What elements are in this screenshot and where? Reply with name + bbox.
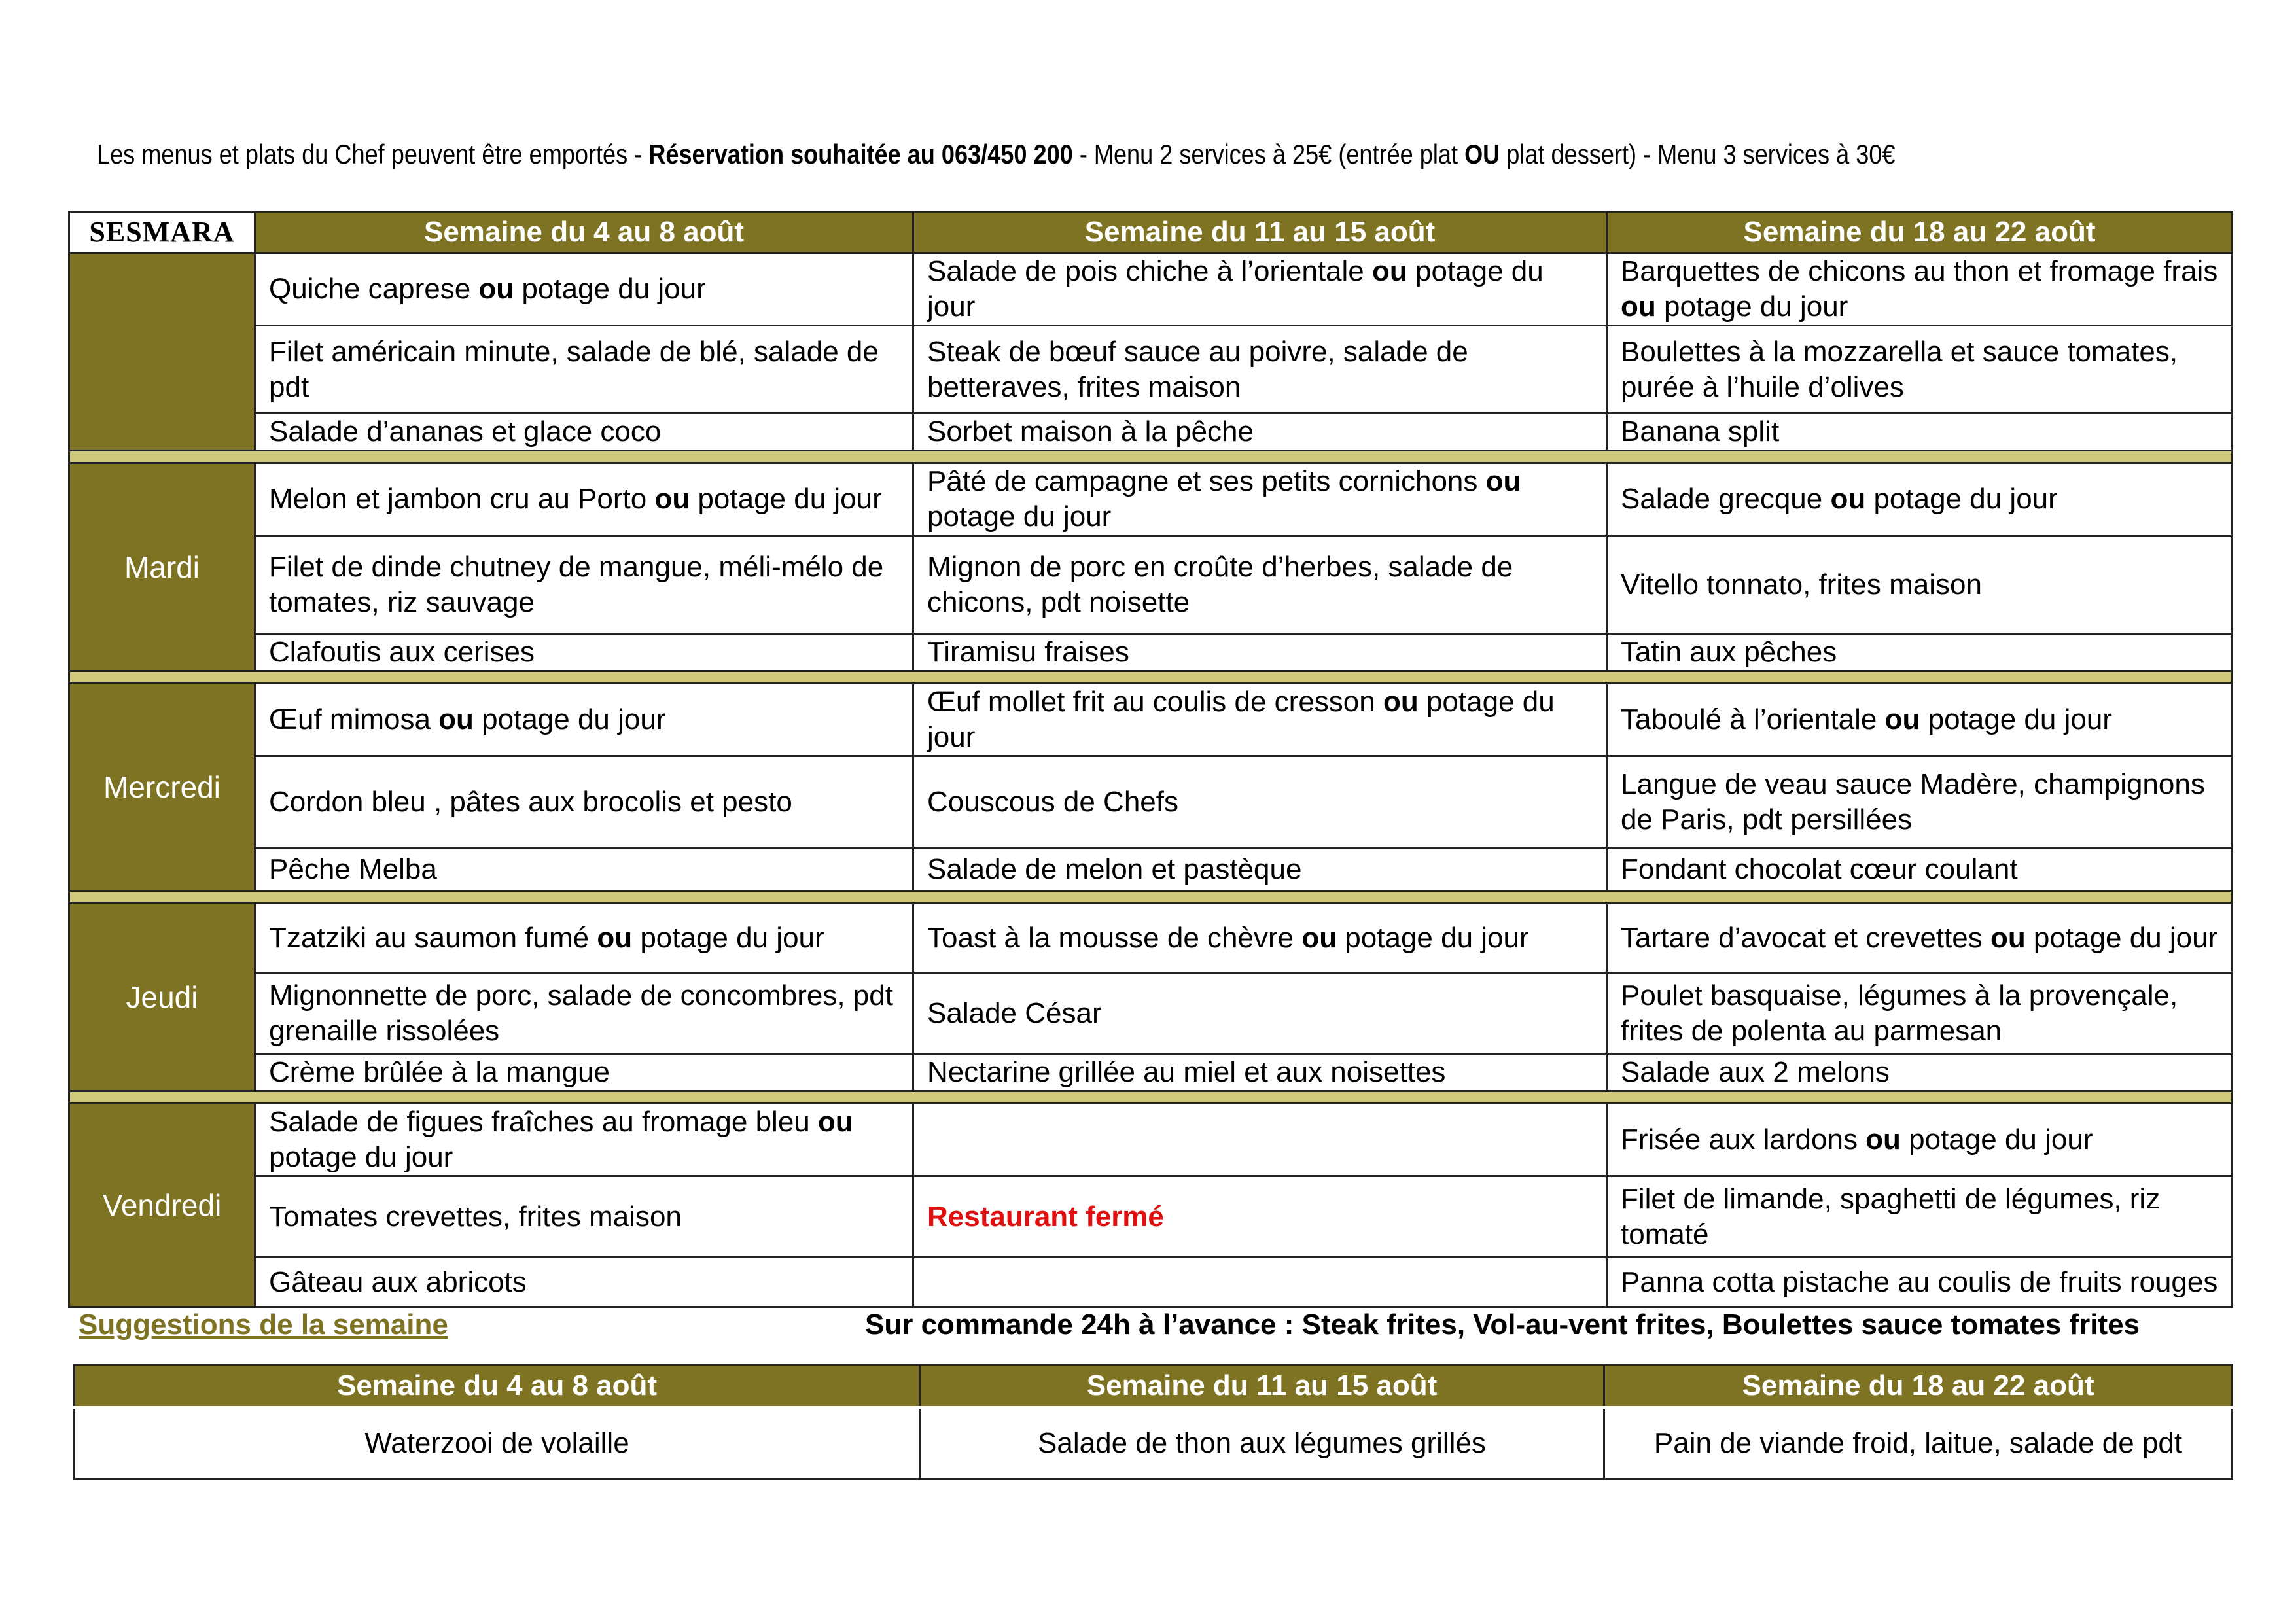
menu-cell <box>1607 973 2233 1054</box>
menu-cell <box>913 973 1607 1054</box>
menu-cell <box>913 848 1607 891</box>
suggestions-table <box>73 1364 2233 1480</box>
menu-cell <box>913 904 1607 973</box>
day-label <box>69 253 255 451</box>
day-label: Jeudi <box>69 904 255 1091</box>
dish-text: Steak de bœuf sauce au poivre, salade de betteraves, frites maison <box>927 335 1468 403</box>
suggestions-title: Suggestions de la semaine <box>79 1309 448 1341</box>
menu2-prefix: - Menu 2 services à 25€ (entrée plat <box>1072 139 1465 169</box>
menu-cell <box>255 1176 913 1258</box>
week-header-2: Semaine du 11 au 15 août <box>913 212 1607 253</box>
menu-cell <box>1607 326 2233 414</box>
dish-text: Filet américain minute, salade de blé, salade de pdt <box>269 335 879 403</box>
ou-connector: ou <box>1301 921 1337 954</box>
starter-text: Salade grecque <box>1621 483 1831 515</box>
menu-cell <box>913 1054 1607 1091</box>
soup-text: potage du jour <box>690 483 882 515</box>
soup-text: potage du jour <box>927 501 1112 533</box>
separator-band <box>69 891 2233 904</box>
dish-text: Banana split <box>1621 415 1780 448</box>
dish-text: Filet de limande, spaghetti de légumes, riz tomaté <box>1621 1182 2161 1250</box>
menu-header-row <box>69 212 2233 253</box>
menu-body <box>69 253 2233 1307</box>
starter-text: Pâté de campagne et ses petits cornichons <box>927 465 1486 497</box>
separator-band <box>69 451 2233 463</box>
dish-text: Vitello tonnato, frites maison <box>1621 568 1982 601</box>
menu-row <box>69 1258 2233 1307</box>
sugg-week-1: Semaine du 4 au 8 août <box>75 1365 920 1408</box>
dish-text: Fondant chocolat cœur coulant <box>1621 853 2018 885</box>
menu-cell <box>1607 1176 2233 1258</box>
dish-text: Mignonnette de porc, salade de concombres, pdt grenaille rissolées <box>269 979 893 1047</box>
menu-row <box>69 463 2233 536</box>
soup-text: potage du jour <box>473 703 666 735</box>
ou-connector: ou <box>1372 255 1407 287</box>
soup-text: potage du jour <box>632 921 824 954</box>
starter-text: Melon et jambon cru au Porto <box>269 483 655 515</box>
sugg-item-2: Salade de thon aux légumes grillés <box>920 1407 1604 1479</box>
soup-text: potage du jour <box>1900 1123 2093 1155</box>
menu-cell <box>1607 536 2233 634</box>
menu-row <box>69 634 2233 671</box>
separator-band <box>69 671 2233 684</box>
menu-cell <box>1607 253 2233 326</box>
order-note: Sur commande 24h à l’avance : Steak frites, Vol-au-vent frites, Boulettes sauce tomates frites <box>865 1309 2140 1341</box>
dish-text: Salade de melon et pastèque <box>927 853 1302 885</box>
brand-name: SESMARA <box>69 212 255 253</box>
dish-text: Tomates crevettes, frites maison <box>269 1200 682 1233</box>
soup-text: potage du jour <box>927 686 1555 753</box>
day-label: Vendredi <box>69 1104 255 1307</box>
menu-cell <box>913 414 1607 451</box>
day-separator <box>69 451 2233 463</box>
soup-text: potage du jour <box>1865 483 2058 515</box>
soup-text: potage du jour <box>1655 291 1848 323</box>
menu-cell <box>1607 634 2233 671</box>
menu-cell <box>913 253 1607 326</box>
separator-band <box>69 1091 2233 1104</box>
menu-cell <box>255 1258 913 1307</box>
starter-text: Taboulé à l’orientale <box>1621 703 1885 735</box>
ou-connector: ou <box>438 703 474 735</box>
dish-text: Cordon bleu , pâtes aux brocolis et pesto <box>269 785 792 818</box>
ou-connector: ou <box>597 921 633 954</box>
ou-connector: ou <box>1865 1123 1901 1155</box>
sugg-week-3: Semaine du 18 au 22 août <box>1604 1365 2233 1408</box>
starter-text: Œuf mollet frit au coulis de cresson <box>927 686 1383 718</box>
empty-cell <box>913 1258 1607 1307</box>
starter-text: Œuf mimosa <box>269 703 439 735</box>
starter-text: Barquettes de chicons au thon et fromage frais <box>1621 255 2218 287</box>
menu-cell <box>255 973 913 1054</box>
ou-connector: ou <box>654 483 690 515</box>
dish-text: Salade César <box>927 996 1102 1029</box>
dish-text: Clafoutis aux cerises <box>269 636 535 668</box>
day-separator <box>69 891 2233 904</box>
menu-cell <box>913 536 1607 634</box>
sugg-item-3: Pain de viande froid, laitue, salade de pdt <box>1604 1407 2233 1479</box>
menu-row <box>69 1176 2233 1258</box>
menu2-suffix: plat dessert) - Menu 3 services à 30€ <box>1500 139 1896 169</box>
menu-cell <box>1607 848 2233 891</box>
menu-cell <box>913 684 1607 756</box>
week-header-3: Semaine du 18 au 22 août <box>1607 212 2233 253</box>
starter-text: Tartare d’avocat et crevettes <box>1621 921 1990 954</box>
dish-text: Sorbet maison à la pêche <box>927 415 1254 448</box>
dish-text: Langue de veau sauce Madère, champignons de Paris, pdt persillées <box>1621 767 2205 836</box>
dish-text: Boulettes à la mozzarella et sauce tomates, purée à l’huile d’olives <box>1621 335 2178 403</box>
week-header-1: Semaine du 4 au 8 août <box>255 212 913 253</box>
ou-connector: ou <box>1383 686 1419 718</box>
menu-cell <box>913 634 1607 671</box>
dish-text: Salade aux 2 melons <box>1621 1056 1890 1088</box>
menu-cell <box>255 684 913 756</box>
menu-cell <box>255 463 913 536</box>
ou-connector: ou <box>1485 465 1521 497</box>
empty-cell <box>913 1104 1607 1176</box>
soup-text: potage du jour <box>1920 703 2112 735</box>
menu-row <box>69 326 2233 414</box>
menu-cell <box>255 1104 913 1176</box>
soup-text: potage du jour <box>2025 921 2218 954</box>
menu-cell <box>255 253 913 326</box>
menu-row <box>69 253 2233 326</box>
starter-text: Quiche caprese <box>269 273 479 305</box>
menu-row <box>69 848 2233 891</box>
reservation-text: Réservation souhaitée au 063/450 200 <box>648 139 1073 169</box>
starter-text: Salade de pois chiche à l’orientale <box>927 255 1373 287</box>
day-label: Mercredi <box>69 684 255 891</box>
dish-text: Salade d’ananas et glace coco <box>269 415 662 448</box>
menu-row <box>69 1104 2233 1176</box>
soup-text: potage du jour <box>514 273 706 305</box>
menu-cell <box>255 756 913 848</box>
menu-row <box>69 536 2233 634</box>
day-separator <box>69 671 2233 684</box>
menu-row <box>69 973 2233 1054</box>
restaurant-closed: Restaurant fermé <box>913 1176 1607 1258</box>
day-separator <box>69 1091 2233 1104</box>
ou-connector: ou <box>478 273 514 305</box>
menu-row <box>69 756 2233 848</box>
menu-cell <box>1607 463 2233 536</box>
soup-text: potage du jour <box>1337 921 1529 954</box>
suggestions-header-row <box>75 1365 2233 1408</box>
menu-cell <box>1607 414 2233 451</box>
menu-row <box>69 684 2233 756</box>
dish-text: Tiramisu fraises <box>927 636 1129 668</box>
starter-text: Toast à la mousse de chèvre <box>927 921 1302 954</box>
dish-text: Gâteau aux abricots <box>269 1265 527 1298</box>
menu-cell <box>255 634 913 671</box>
menu-cell <box>1607 684 2233 756</box>
suggestions-row <box>75 1407 2233 1479</box>
dish-text: Filet de dinde chutney de mangue, méli-mélo de tomates, riz sauvage <box>269 550 884 618</box>
intro-line <box>97 136 1932 173</box>
sugg-week-2: Semaine du 11 au 15 août <box>920 1365 1604 1408</box>
dish-text: Tatin aux pêches <box>1621 636 1837 668</box>
soup-text: potage du jour <box>927 255 1544 323</box>
menu-cell <box>255 904 913 973</box>
menu-cell <box>1607 756 2233 848</box>
menu-cell <box>913 756 1607 848</box>
menu-cell <box>1607 1054 2233 1091</box>
starter-text: Frisée aux lardons <box>1621 1123 1866 1155</box>
menu-row <box>69 1054 2233 1091</box>
sugg-item-1: Waterzooi de volaille <box>75 1407 920 1479</box>
menu-row <box>69 904 2233 973</box>
dish-text: Couscous de Chefs <box>927 785 1178 818</box>
menu-cell <box>913 326 1607 414</box>
ou-connector: ou <box>818 1106 853 1138</box>
menu-cell <box>255 326 913 414</box>
dish-text: Crème brûlée à la mangue <box>269 1056 610 1088</box>
menu-cell <box>255 848 913 891</box>
dish-text: Nectarine grillée au miel et aux noisettes <box>927 1056 1446 1088</box>
starter-text: Salade de figues fraîches au fromage bleu <box>269 1106 818 1138</box>
menu-cell <box>1607 904 2233 973</box>
intro-text: Les menus et plats du Chef peuvent être emportés - <box>97 139 649 169</box>
menu-cell <box>913 463 1607 536</box>
menu-cell <box>1607 1258 2233 1307</box>
menu-cell <box>1607 1104 2233 1176</box>
dish-text: Panna cotta pistache au coulis de fruits rouges <box>1621 1265 2218 1298</box>
dish-text: Pêche Melba <box>269 853 437 885</box>
dish-text: Mignon de porc en croûte d’herbes, salade de chicons, pdt noisette <box>927 550 1513 618</box>
menu-row <box>69 414 2233 451</box>
day-label: Mardi <box>69 463 255 671</box>
menu-cell <box>255 414 913 451</box>
menu-cell <box>255 1054 913 1091</box>
starter-text: Tzatziki au saumon fumé <box>269 921 597 954</box>
ou-emphasis: OU <box>1464 139 1500 169</box>
menu-cell <box>255 536 913 634</box>
ou-connector: ou <box>1990 921 2026 954</box>
soup-text: potage du jour <box>269 1141 453 1173</box>
ou-connector: ou <box>1884 703 1920 735</box>
ou-connector: ou <box>1830 483 1866 515</box>
ou-connector: ou <box>1621 291 1656 323</box>
dish-text: Poulet basquaise, légumes à la provençale, frites de polenta au parmesan <box>1621 979 2178 1047</box>
weekly-menu-table <box>68 211 2233 1308</box>
